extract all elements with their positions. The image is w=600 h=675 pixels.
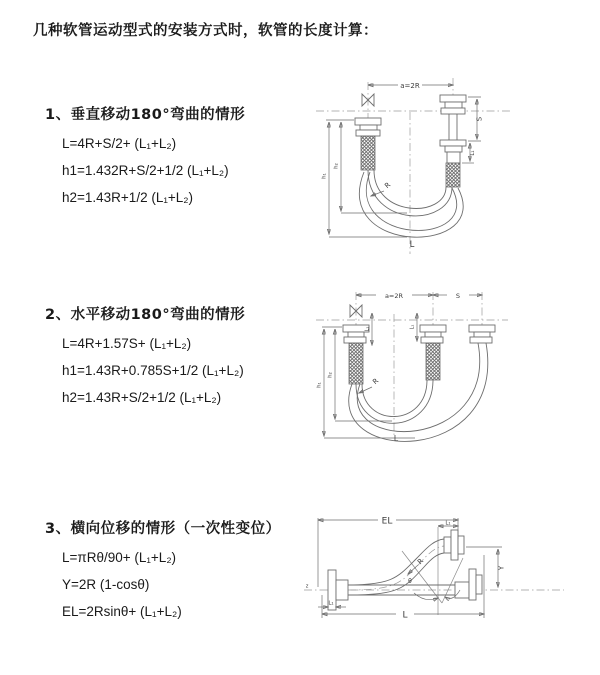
length-label: L: [409, 240, 415, 250]
pipe-fitting-left: [343, 325, 369, 384]
formula-list: [62, 544, 281, 625]
dimension-width: [356, 292, 433, 300]
radius-label: R: [383, 180, 393, 191]
pipe-fitting-right: [440, 95, 466, 187]
formula-line: Y=2R (1-cosθ): [62, 577, 150, 592]
fitting-dimension-label: L₁: [470, 150, 476, 156]
h1-dimension-label: h₁: [321, 173, 328, 179]
centerlines: [316, 78, 510, 254]
page-title: 几种软管运动型式的安装方式时，软管的长度计算：: [33, 23, 378, 39]
formula-line: EL=2Rsinθ+ (L₁+L₂): [62, 604, 182, 619]
section-heading: 2、水平移动180°弯曲的情形: [45, 307, 246, 323]
formula-line: h2=1.43R+1/2 (L₁+L₂): [62, 190, 194, 205]
datum-mark: z: [305, 583, 309, 590]
braided-hose-section: [426, 343, 440, 380]
dimension-el: [318, 517, 458, 588]
formula-list: [62, 330, 245, 411]
radius-callout: [408, 557, 425, 574]
fitting-dimension-label: L₁: [409, 324, 416, 330]
radius-label: R: [416, 557, 426, 567]
section-vertical-180: [45, 103, 245, 211]
formula-line: L=4R+1.57S+ (L₁+L₂): [62, 336, 192, 351]
length-label: L: [402, 610, 408, 621]
pipe-fitting-right: [469, 325, 495, 343]
stroke-dimension-label: S: [475, 116, 484, 122]
stroke-dimension-label: S: [455, 291, 461, 300]
theta-label: θ: [408, 578, 412, 585]
h2-dimension-label: h₂: [333, 163, 340, 169]
h1-dimension-label: h₁: [316, 382, 323, 388]
diagram-horizontal-180-bend: [312, 280, 594, 460]
diagram-lateral-displacement: [298, 503, 600, 663]
dimension-width: [368, 82, 453, 90]
width-dimension-label: a=2R: [400, 81, 420, 90]
formula-line: L=πRθ/90+ (L₁+L₂): [62, 550, 177, 565]
hose-arcs: [349, 343, 488, 441]
dimension-fitting-middle: [410, 313, 418, 341]
braided-hose-section: [349, 343, 363, 384]
fitting-dimension-label: L₁: [328, 600, 334, 607]
pipe-fitting-middle: [420, 325, 446, 380]
h2-dimension-label: h₂: [327, 372, 334, 378]
el-dimension-label: EL: [381, 516, 393, 527]
dimension-h1: [316, 324, 416, 438]
section-heading: 3、横向位移的情形（一次性变位）: [45, 521, 281, 537]
offset-dimension-label: Y: [497, 565, 506, 571]
section-heading: 1、垂直移动180°弯曲的情形: [45, 107, 246, 123]
dimension-stroke: [468, 97, 484, 141]
braided-hose-section: [446, 163, 460, 187]
radius-label: R: [371, 376, 381, 387]
fitting-dimension-label: L₁: [364, 326, 371, 332]
dimension-fitting-top: [438, 521, 458, 527]
formula-line: h2=1.43R+S/2+1/2 (L₁+L₂): [62, 390, 222, 405]
formula-line: h1=1.43R+0.785S+1/2 (L₁+L₂): [62, 363, 244, 378]
section-lateral-displacement: [45, 517, 281, 625]
centerlines: [316, 292, 508, 438]
section-horizontal-180: [45, 303, 245, 411]
dimension-stroke: [433, 292, 482, 300]
length-label: L: [393, 434, 399, 443]
braided-hose-section: [361, 136, 375, 170]
formula-list: [62, 130, 245, 211]
fitting-dimension-label: L₁: [445, 520, 451, 527]
formula-line: L=4R+S/2+ (L₁+L₂): [62, 136, 177, 151]
formula-line: h1=1.432R+S/2+1/2 (L₁+L₂): [62, 163, 229, 178]
pipe-fitting-left: [355, 118, 381, 170]
diagram-vertical-180-bend: [312, 66, 594, 258]
width-dimension-label: a=2R: [384, 291, 404, 300]
